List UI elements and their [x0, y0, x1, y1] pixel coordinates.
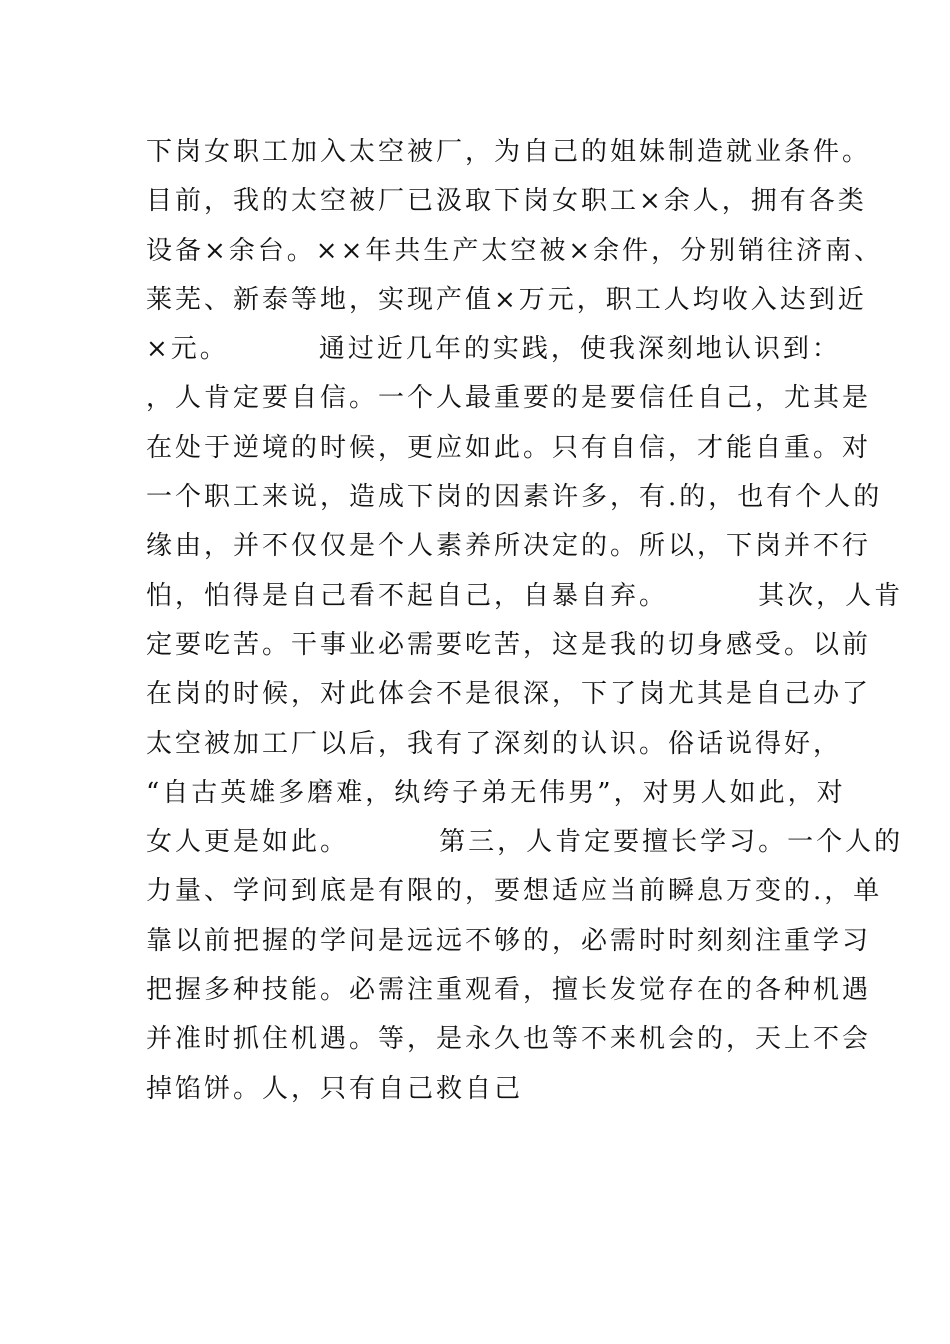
body-text: [146, 128, 904, 1114]
text-line: 下岗女职工加入太空被厂，为自己的姐妹制造就业条件。: [146, 137, 872, 167]
text-line: 女人更是如此。 第三，人肯定要擅长学习。一个人的: [146, 827, 904, 858]
text-line: “自古英雄多磨难，纨绔子弟无伟男”，对男人如此，对: [146, 777, 846, 808]
text-line: 目前，我的太空被厂已汲取下岗女职工×余人，拥有各类: [146, 186, 867, 217]
text-line: 把握多种技能。必需注重观看，擅长发觉存在的各种机遇: [146, 975, 872, 1006]
text-line: 一个职工来说，造成下岗的因素许多，有.的，也有个人的: [146, 482, 883, 513]
text-line: ，人肯定要自信。一个人最重要的是要信任自己，尤其是: [146, 383, 872, 414]
text-line: ×元。 通过近几年的实践，使我深刻地认识到：: [146, 334, 841, 365]
text-line: 并准时抓住机遇。等，是永久也等不来机会的，天上不会: [146, 1024, 872, 1055]
text-line: 靠以前把握的学问是远远不够的，必需时时刻刻注重学习: [146, 925, 872, 956]
text-line: 太空被加工厂以后，我有了深刻的认识。俗话说得好，: [146, 728, 843, 759]
text-line: 设备×余台。××年共生产太空被×余件，分别销往济南、: [146, 235, 884, 266]
text-line: 缘由，并不仅仅是个人素养所决定的。所以，下岗并不行: [146, 531, 872, 562]
text-line: 在岗的时候，对此体会不是很深，下了岗尤其是自己办了: [146, 679, 872, 710]
text-line: 莱芜、新泰等地，实现产值×万元，职工人均收入达到近: [146, 284, 867, 315]
text-line: 掉馅饼。人，只有自己救自己: [146, 1073, 524, 1104]
text-line: 定要吃苦。干事业必需要吃苦，这是我的切身感受。以前: [146, 629, 872, 660]
text-line: 在处于逆境的时候，更应如此。只有自信，才能自重。对: [146, 432, 872, 463]
text-line: 力量、学问到底是有限的，要想适应当前瞬息万变的.，单: [146, 876, 883, 907]
text-line: 怕，怕得是自己看不起自己，自暴自弃。 其次，人肯: [146, 580, 904, 611]
